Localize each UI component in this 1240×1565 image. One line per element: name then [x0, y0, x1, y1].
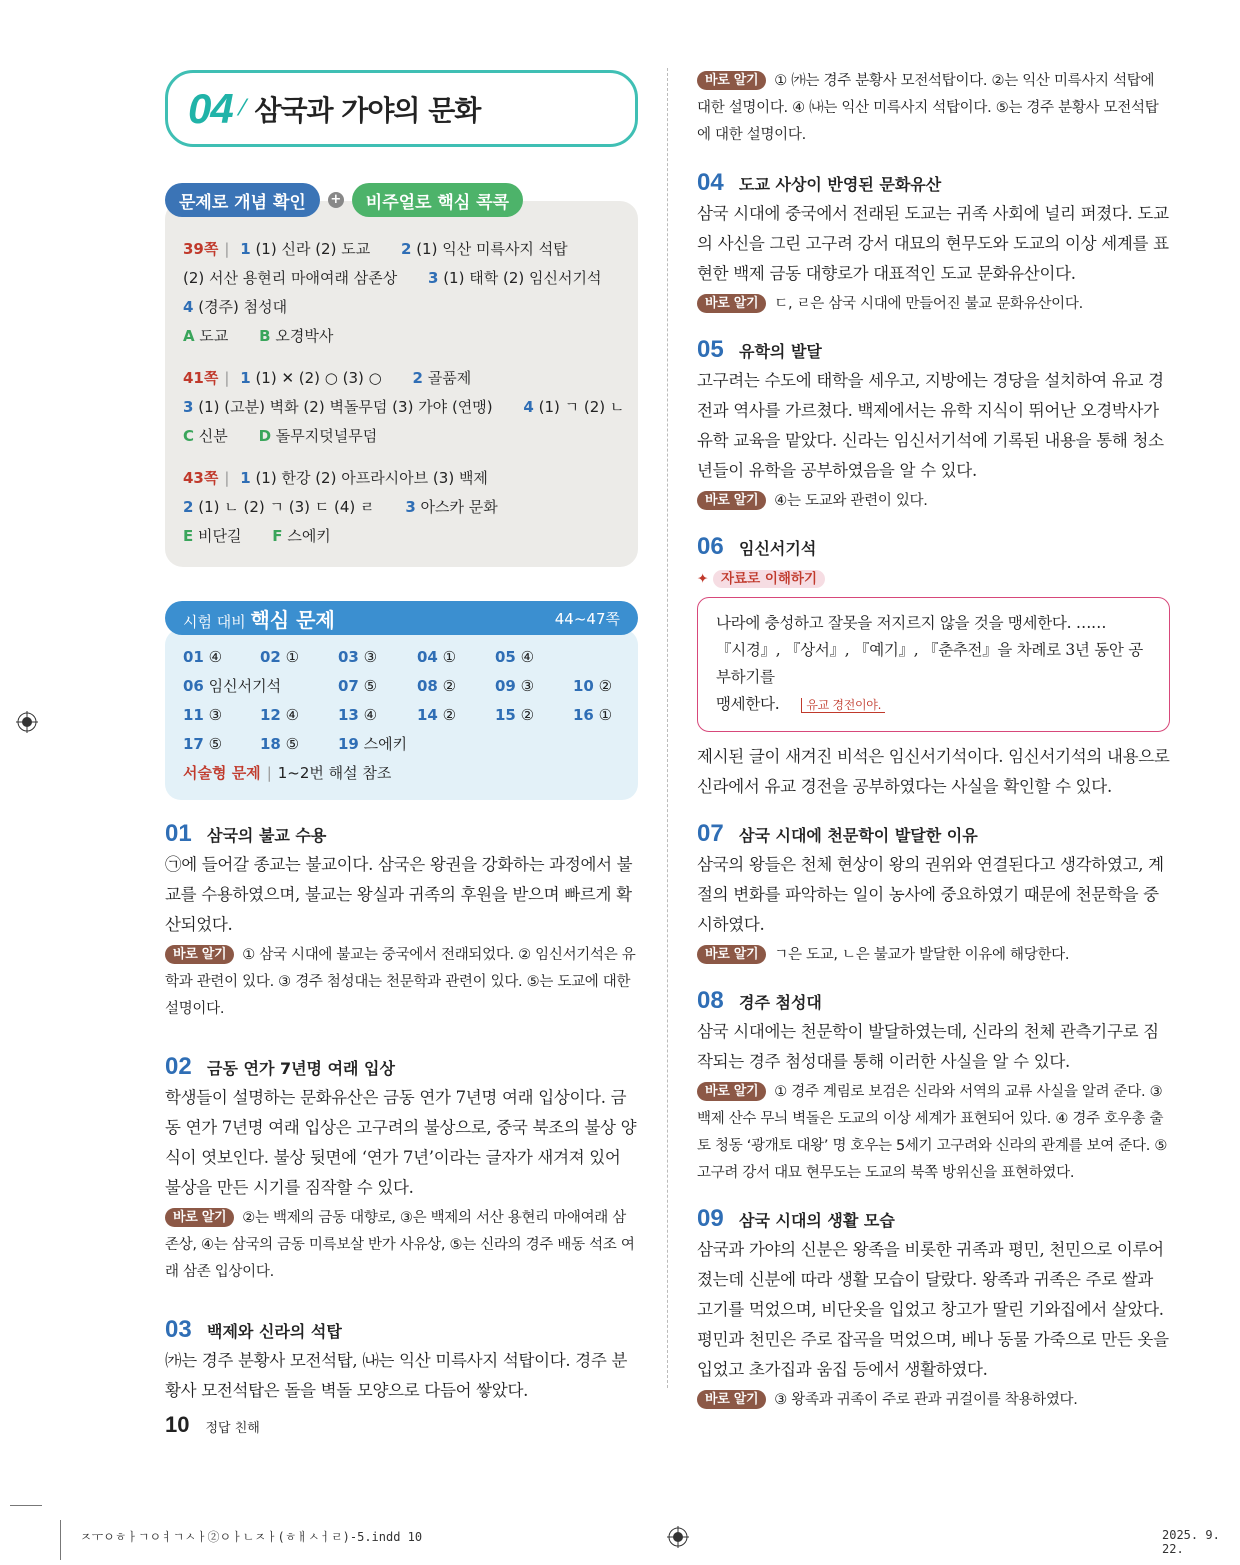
- badge-correct: 바로 알기: [697, 71, 766, 90]
- answer-text: (1) ✕ (2) ○ (3) ○: [255, 369, 382, 387]
- answer-num: 3: [427, 269, 439, 287]
- essay-line: 서술형 문제 | 1~2번 해설 참조: [183, 764, 392, 782]
- answer-num: 4: [183, 298, 194, 316]
- exam-answer-box: [165, 629, 638, 800]
- answer-text: 비단길: [198, 527, 242, 545]
- right-column: [697, 66, 1170, 1414]
- registration-mark-icon: [16, 711, 38, 733]
- exam-answer-value: ⑤: [208, 735, 223, 753]
- note-text: ① ㈎는 경주 분황사 모전석탑이다. ②는 익산 미륵사지 석탑에 대한 설명이다. ④ ㈏는 익산 미륵사지 석탑이다. ⑤는 경주 분황사 모전석탑에 대한 설명이다.: [697, 73, 1159, 143]
- slash-icon: ⁄: [240, 96, 245, 121]
- section-number: 09: [697, 1205, 724, 1232]
- exam-answer-value: ②: [520, 706, 535, 724]
- answer-num: 2: [183, 498, 194, 516]
- exam-answer-num: 04: [417, 648, 438, 666]
- badge-correct: 바로 알기: [697, 1390, 766, 1409]
- exam-answer-value: ④: [285, 706, 300, 724]
- answer-text: (1) (고분) 벽화 (2) 벽돌무덤 (3) 가야 (연맹): [198, 398, 493, 416]
- answer-text: 돌무지덧널무덤: [275, 427, 378, 445]
- answer-letter: A: [183, 327, 195, 345]
- correction-note: [165, 942, 638, 1023]
- answer-text: 스에키: [287, 527, 331, 545]
- answer-line: 39쪽 | 1 (1) 신라 (2) 도교 2 (1) 익산 미륵사지 석탑: [183, 240, 568, 258]
- badge-correct: 바로 알기: [697, 1082, 766, 1101]
- exam-answer-value: ②: [598, 677, 613, 695]
- exam-answer-num: 12: [260, 706, 281, 724]
- answer-text: (1) ㄱ (2) ㄴ: [538, 398, 625, 416]
- badge-correct: 바로 알기: [697, 491, 766, 510]
- section-05: [697, 336, 1170, 515]
- answer-line: [183, 264, 620, 293]
- exam-answer-item: [338, 672, 417, 701]
- answer-text: 도교: [199, 327, 229, 345]
- page-ref: 39쪽: [183, 240, 219, 258]
- crop-mark: [10, 1505, 42, 1506]
- section-02: [165, 1053, 638, 1286]
- answer-letter: D: [258, 427, 272, 445]
- note-text: ②는 백제의 금동 대향로, ③은 백제의 서산 용현리 마애여래 삼존상, ④는 삼국의 금동 미륵보살 반가 사유상, ⑤는 신라의 경주 배동 석조 여래 삼존 입상이다.: [165, 1210, 635, 1280]
- exam-answer-item: [495, 701, 573, 730]
- exam-pages: 44~47쪽: [554, 609, 620, 628]
- section-number: 06: [697, 533, 724, 560]
- answer-text: (1) 태학 (2) 임신서기석: [443, 269, 602, 287]
- answer-num: 1: [240, 369, 251, 387]
- source-quote-box: [697, 597, 1170, 732]
- section-title: 경주 첨성대: [739, 993, 822, 1012]
- section-body: 고구려는 수도에 태학을 세우고, 지방에는 경당을 설치하여 유교 경전과 역사를 가르쳤다. 백제에서는 유학 지식이 뛰어난 오경박사가 유학 교육을 맡았다. 신라는 임신서기석에 기록된 내용을 통해 청소년들이 유학을 공부하였음을 알 수 있다.: [697, 371, 1164, 480]
- section-number: 04: [697, 169, 724, 196]
- exam-answer-value: 스에키: [363, 735, 408, 753]
- exam-answer-value: ④: [520, 648, 535, 666]
- exam-answer-item: [417, 701, 495, 730]
- answer-line: [183, 293, 620, 322]
- registration-mark-icon: [667, 1526, 689, 1548]
- answer-line: [183, 422, 620, 451]
- exam-answer-value: ④: [208, 648, 223, 666]
- exam-answer-num: 07: [338, 677, 359, 695]
- exam-answer-item: [573, 701, 643, 730]
- badge-correct: 바로 알기: [697, 294, 766, 313]
- answer-num: 2: [400, 240, 412, 258]
- answer-text: (1) 익산 미륵사지 석탑: [416, 240, 568, 258]
- exam-answer-item: [338, 701, 417, 730]
- exam-answer-item: [573, 643, 643, 672]
- answer-text: 아스카 문화: [420, 498, 498, 516]
- section-number: 07: [697, 820, 724, 847]
- exam-answer-num: 09: [495, 677, 516, 695]
- section-body: ㉠에 들어갈 종교는 불교이다. 삼국은 왕권을 강화하는 과정에서 불교를 수용하였으며, 불교는 왕실과 귀족의 후원을 받으며 빠르게 확산되었다.: [165, 855, 633, 934]
- section-body: 학생들이 설명하는 문화유산은 금동 연가 7년명 여래 입상이다. 금동 연가 7년명 여래 입상은 고구려의 불상으로, 중국 북조의 불상 양식이 엿보인다. 불상 뒷면에 ‘연가 7년’이라는 글자가 새겨져 있어 불상을 만든 시기를 짐작할 수 있다.: [165, 1088, 637, 1197]
- correction-note: [697, 488, 1170, 515]
- quote-line: 맹세한다.: [716, 695, 780, 713]
- sparkle-icon: ✦: [697, 571, 709, 587]
- exam-answer-item: [417, 643, 495, 672]
- section-title: 백제와 신라의 석탑: [207, 1322, 342, 1341]
- section-number: 02: [165, 1053, 192, 1080]
- quote-line: 나라에 충성하고 잘못을 저지르지 않을 것을 맹세한다. ……: [716, 614, 1107, 632]
- exam-answer-value: ①: [598, 706, 613, 724]
- note-text: ㄱ은 도교, ㄴ은 불교가 발달한 이유에 해당한다.: [774, 947, 1070, 963]
- answer-num: 2: [412, 369, 423, 387]
- tab-visual-core: 비주얼로 핵심 콕콕: [352, 183, 523, 217]
- exam-answer-item: [260, 701, 338, 730]
- answer-text: (1) ㄴ (2) ㄱ (3) ㄷ (4) ㄹ: [198, 498, 375, 516]
- exam-answer-num: 06: [183, 677, 204, 695]
- exam-answer-item: [417, 672, 495, 701]
- correction-note: [697, 291, 1170, 318]
- answer-line: [183, 493, 620, 522]
- exam-answer-grid: [183, 643, 620, 759]
- answer-line: 41쪽 | 1 (1) ✕ (2) ○ (3) ○ 2 골품제: [183, 369, 472, 387]
- page-ref: 43쪽: [183, 469, 219, 487]
- data-tag-label: 자료로 이해하기: [713, 570, 825, 588]
- section-title: 유학의 발달: [739, 342, 822, 361]
- exam-answer-num: 19: [338, 735, 359, 753]
- exam-answer-num: 05: [495, 648, 516, 666]
- exam-answer-item: [260, 643, 338, 672]
- note-text: ① 경주 계림로 보검은 신라와 서역의 교류 사실을 알려 준다. ③ 백제 산수 무늬 벽돌은 도교의 이상 세계가 표현되어 있다. ④ 경주 호우총 출토 청동 ‘광개토 대왕’ 명 호우는 5세기 고구려와 신라의 관계를 보여 준다. ⑤ 고구려 강서 대묘 현무도는 도교의 북쪽 방위신을 표현하였다.: [697, 1084, 1168, 1181]
- correction-note: [165, 1205, 638, 1286]
- exam-answer-item: [183, 643, 260, 672]
- exam-answer-item: [338, 730, 417, 759]
- section-title: 임신서기석: [739, 539, 817, 558]
- exam-label-small: 시험 대비: [183, 612, 246, 631]
- exam-answer-num: 18: [260, 735, 281, 753]
- exam-answer-num: 15: [495, 706, 516, 724]
- answer-text: 오경박사: [275, 327, 334, 345]
- essay-text: 1~2번 해설 참조: [277, 764, 392, 782]
- answer-text: 골품제: [427, 369, 472, 387]
- crop-mark: [60, 1520, 61, 1560]
- section-title: 삼국 시대의 생활 모습: [739, 1211, 895, 1230]
- note-text: ③ 왕족과 귀족이 주로 관과 귀걸이를 착용하였다.: [774, 1392, 1078, 1408]
- exam-answer-item: [183, 701, 260, 730]
- exam-answer-value: 임신서기석: [208, 677, 282, 695]
- essay-label: 서술형 문제: [183, 764, 261, 782]
- answer-text: (1) 신라 (2) 도교: [255, 240, 371, 258]
- section-body: 삼국 시대에 중국에서 전래된 도교는 귀족 사회에 널리 퍼졌다. 도교의 사신을 그린 고구려 강서 대묘의 현무도와 도교의 이상 세계를 표현한 백제 금동 대향로가 대표적인 도교 문화유산이다.: [697, 204, 1169, 283]
- quote-line: 『시경』, 『상서』, 『예기』, 『춘추전』을 차례로 3년 동안 공부하기를: [716, 641, 1143, 686]
- left-column: [165, 70, 638, 1406]
- exam-answer-num: 17: [183, 735, 204, 753]
- section-01: [165, 820, 638, 1023]
- book-label: 정답 친해: [205, 1421, 260, 1436]
- badge-correct: 바로 알기: [697, 945, 766, 964]
- exam-answer-value: ③: [208, 706, 223, 724]
- exam-answer-value: ③: [363, 648, 378, 666]
- correction-note: [697, 1079, 1170, 1187]
- correction-note: [697, 942, 1170, 969]
- page-footer: [165, 1412, 260, 1438]
- answer-line: 43쪽 | 1 (1) 한강 (2) 아프라시아브 (3) 백제: [183, 469, 488, 487]
- section-body: 제시된 글이 새겨진 비석은 임신서기석이다. 임신서기석의 내용으로 신라에서 유교 경전을 공부하였다는 사실을 확인할 수 있다.: [697, 747, 1170, 796]
- section-03: [165, 1316, 638, 1406]
- section-number: 03: [165, 1316, 192, 1343]
- column-divider: [667, 68, 668, 1388]
- exam-answer-num: 14: [417, 706, 438, 724]
- answer-letter: E: [183, 527, 194, 545]
- chapter-title: 삼국과 가야의 문화: [254, 93, 481, 127]
- chapter-title-box: [165, 70, 638, 147]
- quote-annotation: 유교 경전이야.: [801, 698, 885, 713]
- note-text: ① 삼국 시대에 불교는 중국에서 전래되었다. ② 임신서기석은 유학과 관련이 있다. ③ 경주 첨성대는 천문학과 관련이 있다. ⑤는 도교에 대한 설명이다.: [165, 947, 636, 1017]
- exam-answer-num: 03: [338, 648, 359, 666]
- exam-answer-item: [183, 672, 338, 701]
- section-08: [697, 987, 1170, 1187]
- section-04: [697, 169, 1170, 318]
- section-number: 05: [697, 336, 724, 363]
- answer-line: [183, 393, 625, 422]
- plus-icon: +: [328, 192, 344, 208]
- section-title: 도교 사상이 반영된 문화유산: [739, 175, 942, 194]
- section-body: 삼국과 가야의 신분은 왕족을 비롯한 귀족과 평민, 천민으로 이루어졌는데 신분에 따라 생활 모습이 달랐다. 왕족과 귀족은 주로 쌀과 고기를 먹었으며, 비단옷을 입었고 창고가 딸린 기와집에서 살았다. 평민과 천민은 주로 잡곡을 먹었으며, 베나 동물 가죽으로 만든 옷을 입었고 초가집과 움집 등에서 생활하였다.: [697, 1240, 1169, 1379]
- exam-answer-value: ⑤: [285, 735, 300, 753]
- note-text: ④는 도교와 관련이 있다.: [774, 493, 928, 509]
- exam-label-big: 핵심 문제: [250, 607, 335, 632]
- exam-answer-num: 13: [338, 706, 359, 724]
- concept-tabs: [165, 183, 638, 217]
- data-understanding-tag: [697, 567, 825, 587]
- answer-letter: F: [272, 527, 283, 545]
- exam-answer-num: 16: [573, 706, 594, 724]
- page-ref: 41쪽: [183, 369, 219, 387]
- answer-num: 4: [523, 398, 534, 416]
- page-number: 10: [165, 1412, 190, 1437]
- answer-line: [183, 322, 620, 351]
- exam-answer-value: ②: [442, 706, 457, 724]
- section-body: ㈎는 경주 분황사 모전석탑, ㈏는 익산 미륵사지 석탑이다. 경주 분황사 모전석탑은 돌을 벽돌 모양으로 다듬어 쌓았다.: [165, 1351, 628, 1400]
- exam-answer-value: ③: [520, 677, 535, 695]
- answer-num: 1: [240, 469, 251, 487]
- badge-correct: 바로 알기: [165, 945, 234, 964]
- section-title: 삼국 시대에 천문학이 발달한 이유: [739, 826, 978, 845]
- exam-answer-item: [573, 672, 643, 701]
- section-07: [697, 820, 1170, 969]
- exam-answer-num: 02: [260, 648, 281, 666]
- badge-correct: 바로 알기: [165, 1208, 234, 1227]
- concept-answer-box: [165, 201, 638, 567]
- exam-answer-value: ①: [442, 648, 457, 666]
- note-text: ㄷ, ㄹ은 삼국 시대에 만들어진 불교 문화유산이다.: [774, 296, 1083, 312]
- correction-note: [697, 68, 1170, 149]
- exam-answer-num: 01: [183, 648, 204, 666]
- exam-answer-num: 08: [417, 677, 438, 695]
- correction-note: [697, 1387, 1170, 1414]
- exam-answer-item: [260, 730, 338, 759]
- exam-answer-item: [338, 643, 417, 672]
- exam-answer-value: ②: [442, 677, 457, 695]
- answer-text: (1) 한강 (2) 아프라시아브 (3) 백제: [255, 469, 488, 487]
- answer-letter: C: [183, 427, 195, 445]
- tab-concept-check: 문제로 개념 확인: [165, 183, 320, 217]
- answer-num: 3: [405, 498, 416, 516]
- exam-answer-value: ①: [285, 648, 300, 666]
- answer-num: 1: [240, 240, 251, 258]
- section-title: 삼국의 불교 수용: [207, 826, 327, 845]
- section-09: [697, 1205, 1170, 1414]
- exam-prep-bar: [165, 601, 638, 635]
- section-body: 삼국 시대에는 천문학이 발달하였는데, 신라의 천체 관측기구로 짐작되는 경주 첨성대를 통해 이러한 사실을 알 수 있다.: [697, 1022, 1159, 1071]
- exam-answer-value: ⑤: [363, 677, 378, 695]
- answer-letter: B: [259, 327, 271, 345]
- slug-filename: ㅈㅜㅇㅎㅏㄱㅇㅕㄱㅅㅏ②ㅇㅏㄴㅈㅏ(ㅎㅐㅅㅓㄹ)-5.indd 10: [80, 1530, 423, 1544]
- chapter-number: 04: [188, 84, 233, 132]
- section-number: 08: [697, 987, 724, 1014]
- section-title: 금동 연가 7년명 여래 입상: [207, 1059, 395, 1078]
- answer-line: [183, 522, 620, 551]
- exam-answer-num: 10: [573, 677, 594, 695]
- exam-answer-item: [495, 672, 573, 701]
- section-number: 01: [165, 820, 192, 847]
- exam-answer-value: ④: [363, 706, 378, 724]
- section-06: [697, 533, 1170, 802]
- exam-answer-item: [495, 643, 573, 672]
- answer-text: 신분: [198, 427, 228, 445]
- answer-num: 3: [183, 398, 194, 416]
- slug-date: 2025. 9. 22.: [1162, 1528, 1220, 1556]
- exam-answer-item: [183, 730, 260, 759]
- section-body: 삼국의 왕들은 천체 현상이 왕의 권위와 연결된다고 생각하였고, 계절의 변화를 파악하는 일이 농사에 중요하였기 때문에 천문학을 중시하였다.: [697, 855, 1164, 934]
- exam-answer-num: 11: [183, 706, 204, 724]
- answer-text: (2) 서산 용현리 마애여래 삼존상: [183, 269, 398, 287]
- answer-text: (경주) 첨성대: [198, 298, 288, 316]
